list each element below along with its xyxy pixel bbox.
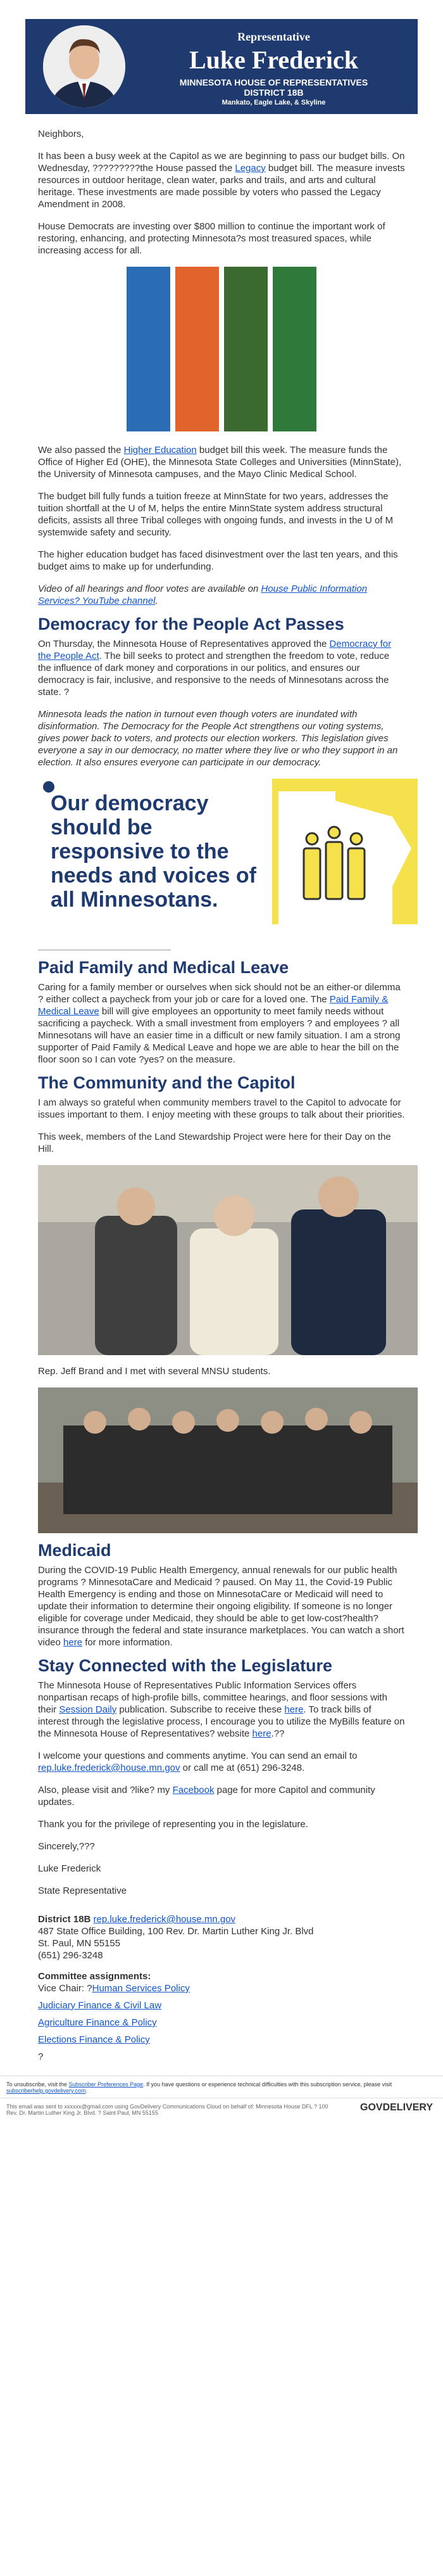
rep-name: Luke Frederick — [189, 46, 358, 74]
connected-heading: Stay Connected with the Legislature — [38, 1656, 333, 1675]
disinvestment-paragraph: The higher education budget has faced disinvestment over the last ten years, and this budget aims to make up for underfunding. — [38, 549, 398, 572]
legacy-artwork — [127, 267, 316, 431]
signature-name: Luke Frederick — [38, 1863, 101, 1874]
tuition-paragraph: The budget bill fully funds a tuition freeze at MinnState for two years, addresses the tuition shortfall at the U of M, helps the entire MinnState system address structural deficits, assists all three Tribal colleges with ongoing funds, and invests in the U of M systemwide safety and security. — [38, 491, 394, 538]
land-stewardship-photo — [38, 1165, 418, 1355]
contact-district: District 18B rep.luke.frederick@house.mn.gov — [38, 1914, 236, 1925]
contact-address-2: St. Paul, MN 55155 — [38, 1938, 121, 1949]
connected-paragraph-3: Also, please visit and ?like? my Facebook page for more Capitol and community updates. — [38, 1785, 375, 1808]
committee-link-1[interactable]: Judiciary Finance & Civil Law — [38, 2000, 162, 2011]
connected-paragraph-2: I welcome your questions and comments anytime. You can send an email to rep.luke.frederick@house.mn.gov or call me at (651) 296-3248. — [38, 1750, 358, 1773]
facebook-link[interactable]: Facebook — [172, 1785, 215, 1795]
democracy-graphic — [38, 779, 418, 924]
header-title — [136, 30, 411, 106]
video-paragraph: Video of all hearings and floor votes are available on House Public Information Services? YouTube channel. — [38, 583, 368, 606]
mybills-here-link[interactable]: here — [252, 1728, 271, 1739]
representative-photo — [43, 25, 125, 108]
community-paragraph-2: This week, members of the Land Stewardship Project were here for their Day on the Hill. — [38, 1132, 391, 1154]
vice-chair: Vice Chair: ?Human Services Policy — [38, 1983, 190, 1994]
mnsu-students-photo — [38, 1387, 418, 1533]
contact-phone: (651) 296-3248 — [38, 1950, 103, 1961]
trailing-mark: ? — [38, 2051, 44, 2062]
committee-row-1 — [38, 1999, 405, 2012]
header-banner — [25, 19, 418, 114]
community-paragraph-1: I am always so grateful when community members travel to the Capitol to advocate for issues important to them. I enjoy meeting with these groups to talk about their priorities. — [38, 1097, 405, 1120]
students-caption: Rep. Jeff Brand and I met with several MNSU students. — [38, 1366, 271, 1377]
medicaid-heading: Medicaid — [38, 1541, 111, 1560]
email-container — [25, 19, 418, 2063]
community-heading: The Community and the Capitol — [38, 1073, 296, 1092]
email-body — [25, 114, 418, 2063]
district-cities: Mankato, Eagle Lake, & Skyline — [222, 99, 326, 106]
sent-line: This email was sent to xxxxxx@gmail.com using GovDelivery Communications Cloud on behalf of: Minnesota House DFL ? 100 Rev. Dr. Martin Luther King Jr. Blvd. ? Saint Paul, MN 55155 — [6, 2103, 328, 2116]
democracy-act-link[interactable]: Democracy for the People Act — [38, 639, 392, 661]
email-link[interactable]: rep.luke.frederick@house.mn.gov — [38, 1763, 180, 1773]
house-name: MINNESOTA HOUSE OF REPRESENTATIVES — [179, 77, 368, 87]
committee-row-3 — [38, 2034, 405, 2046]
legacy-paragraph: It has been a busy week at the Capitol as we are beginning to pass our budget bills. On Wednesday, ?????????the House passed the Legacy budget bill. The measure invests resources in outdoor heritage, clean water, parks and trails, and arts and cultural heritage. These investments are made possible by voters who passed the Legacy Amendment in 2008. — [38, 151, 405, 210]
session-daily-link[interactable]: Session Daily — [59, 1704, 117, 1715]
committee-label: Committee assignments: — [38, 1971, 151, 1982]
medicaid-paragraph: During the COVID-19 Public Health Emergency, annual renewals for our public health programs ? MinnesotaCare and Medicaid ? paused. On May 11, the Covid-19 Public Health Emergency is ending and those on MinnesotaCare or Medicaid will need to update their information to determine their ongoing eligibility. If someone is no longer eligible for coverage under Medicaid, they should be able to get low-cost?health? insurance through the federal and state insurance marketplaces. You can watch a short video here for more information. — [38, 1565, 404, 1648]
connected-paragraph-1: The Minnesota House of Representatives Public Information Services offers nonpartisan recaps of high-profile bills, committee hearings, and floor sessions with their Session Daily publication. Subscribe to receive these here. To track bills of interest through the legislative process, I encourage you to utilize the MyBills feature on the Minnesota House of Representatives? website here.?? — [38, 1680, 405, 1739]
higher-education-link[interactable]: Higher Education — [123, 445, 197, 456]
subscriber-preferences-link[interactable]: Subscriber Preferences Page — [68, 2081, 144, 2088]
govdelivery-logo: GOVDELIVERY — [360, 2102, 433, 2113]
democracy-heading: Democracy for the People Act Passes — [38, 615, 344, 634]
contact-email-link[interactable]: rep.luke.frederick@house.mn.gov — [93, 1914, 236, 1925]
thank-you-paragraph: Thank you for the privilege of representing you in the legislature. — [38, 1819, 308, 1830]
democracy-paragraph-1: On Thursday, the Minnesota House of Representatives approved the Democracy for the People Act. The bill seeks to protect and strengthen the freedom to vote, reduce the influence of dark money and corporations in our politics, and ensures our democracy is fair, inclusive, and responsive to the needs of Minnesotans across the state. ? — [38, 639, 392, 698]
promo-text: Our democracy should be responsive to the needs and voices of all Minnesotans. — [51, 791, 256, 912]
subscriber-help-link[interactable]: subscriberhelp.govdelivery.com — [6, 2088, 86, 2094]
rep-label: Representative — [237, 30, 310, 43]
signature-title: State Representative — [38, 1885, 127, 1896]
medicaid-video-link[interactable]: here — [63, 1637, 83, 1648]
sincerely: Sincerely,??? — [38, 1841, 95, 1852]
greeting: Neighbors, — [38, 129, 84, 139]
paid-leave-link[interactable]: Paid Family & Medical Leave — [38, 994, 389, 1017]
subscribe-here-link[interactable]: here — [284, 1704, 304, 1715]
paid-leave-paragraph: Caring for a family member or ourselves when sick should not be an either-or dilemma ? either collect a paycheck from your job or care for a loved one. The Paid Family & Medical Leave bill will give employees an opportunity to meet family needs without sacrificing a paycheck. With a small investment from employers ? and employees ? all Minnesotans will have an easier time in a difficult or new family situation. I am a strong supporter of Paid Family & Medical Leave and hope we are able to hear the bill on the floor soon so I can vote ?yes? on the measure. — [38, 982, 401, 1065]
contact-address-1: 487 State Office Building, 100 Rev. Dr. Martin Luther King Jr. Blvd — [38, 1926, 314, 1937]
legacy-link[interactable]: Legacy — [235, 163, 266, 174]
sent-info-bar — [0, 2098, 443, 2121]
contact-block — [38, 1913, 405, 2063]
democracy-paragraph-2: Minnesota leads the nation in turnout even though voters are inundated with disinformation. The Democracy for the People Act strengthens our voting systems, gives power back to voters, and protects our election workers. This legislation gives everyone a say in our democracy, no matter where they live or who they support in an election. It also ensures everyone can participate in our democracy. — [38, 709, 398, 768]
art-panel-clean-water — [127, 267, 170, 431]
paid-leave-heading: Paid Family and Medical Leave — [38, 958, 289, 977]
committee-link-2[interactable]: Agriculture Finance & Policy — [38, 2017, 157, 2028]
committee-link-3[interactable]: Elections Finance & Policy — [38, 2034, 150, 2045]
unsubscribe-bar: To unsubscribe, visit the Subscriber Preferences Page. If you have questions or experience technical difficulties with this subscription service, please visit subscriberhelp.govdelivery.com. — [0, 2075, 443, 2098]
committee-row-2 — [38, 2017, 405, 2029]
art-panel-parks — [273, 267, 316, 431]
district-label: DISTRICT 18B — [244, 87, 304, 98]
higher-ed-paragraph: We also passed the Higher Education budget bill this week. The measure funds the Office of Higher Ed (OHE), the Minnesota State Colleges and Universities (MinnState), the University of Minnesota campuses, and the Mayo Clinic Medical School. — [38, 445, 402, 480]
house-democrats-paragraph: House Democrats are investing over $800 million to continue the important work of restoring, enhancing, and protecting Minnesota?s most treasured spaces, while increasing access for all. — [38, 221, 385, 256]
committee-link-0[interactable]: Human Services Policy — [92, 1983, 190, 1994]
art-panel-outdoor — [224, 267, 268, 431]
art-panel-arts — [175, 267, 219, 431]
youtube-channel-link[interactable]: House Public Information Services? YouTube channel — [38, 583, 368, 606]
